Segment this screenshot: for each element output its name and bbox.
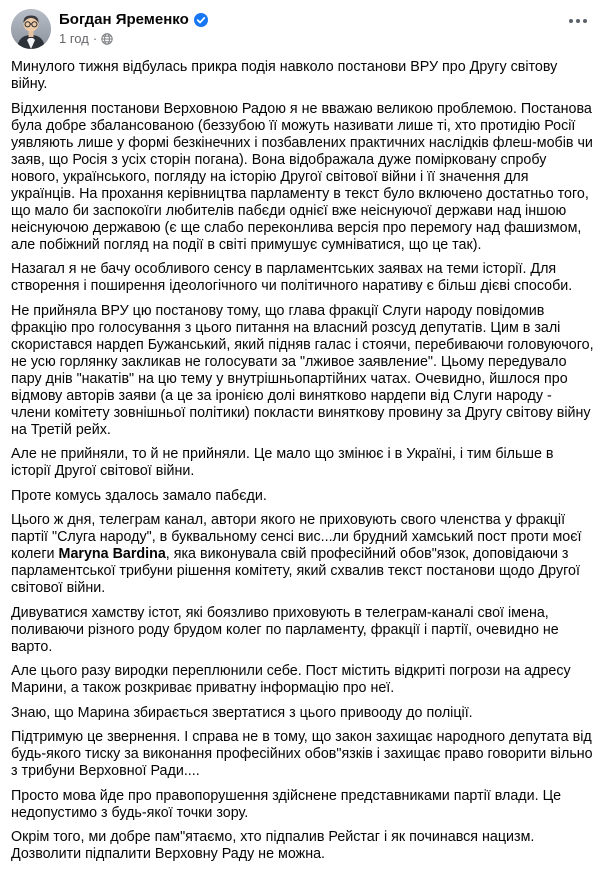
- post-paragraph: Відхилення постанови Верховною Радою я не вважаю великою проблемою. Постанова була добре збалансованою (беззубою її можуть називати лише ті, хто протидію Росії уявляють лише у формі безкінечних і позбавлених практичних наслідків флеш-мобів чи заяв, що Росія з усіх сторін погана). Вона відображала дуже помірковану спробу нового, українського, погляду на історію Другої світової війни і її значення для українців. На прохання керівництва парламенту в текст було включено достатньо того, що мало би заспокоїги любителів пабєди однієї вже неіснуючої держави над іншою неіснуючою державою (є ще слабо переконлива версія про перемогу над фашизмом, але побіжний погляд на події в світі примушує сумніватися, що це так).: [11, 100, 593, 253]
- mention-link[interactable]: Maryna Bardina: [58, 546, 166, 562]
- post-paragraph: Але не прийняли, то й не прийняли. Це мало що змінює і в Україні, і тим більше в історії Другої світової війни.: [11, 446, 554, 479]
- author-name-row: [59, 10, 208, 29]
- mention-text-after: , яка виконувала свій професійний обов"язок, доповідаючи з парламентської трибуни рішення комітету, який схвалив текст постанови щодо Другої світової війни.: [11, 546, 580, 596]
- mention-text-before: Цього ж дня, телеграм канал, автори якого не приховують свого членства у фракції партії "Слуга народу", в буквальному сенсі вис...ли брудний хамський пост проти моєї колеги: [11, 512, 582, 562]
- post-header: [0, 0, 605, 51]
- author-name[interactable]: Богдан Яременко: [59, 11, 189, 28]
- post-paragraph: Назагал я не бачу особливого сенсу в парламентських заявах на теми історії. Для створення і поширення ідеологічного чи політичного наративу є більш дієві способи.: [11, 261, 573, 294]
- post-paragraph: Дивуватися хамству істот, які боязливо приховують в телеграм-каналі свої імена, поливаючи різного роду брудом колег по парламенту, фракції і партії, очевидно не варто.: [11, 604, 559, 655]
- verified-badge-icon: [194, 13, 208, 27]
- post-paragraph: Підтримую це звернення. І справа не в тому, що закон захищає народного депутата від будь-якого тиску за виконання професійних обов"язків і захищає право говорити вільно з трибуни Верховної Ради....: [11, 729, 593, 779]
- header-text: [59, 9, 208, 47]
- meta-separator: ·: [92, 31, 98, 46]
- post-paragraph: Минулого тижня відбулась прикра подія навколо постанови ВРУ про Другу світову війну.: [11, 59, 558, 92]
- post-paragraph: Проте комусь здалось замало пабєди.: [11, 487, 267, 504]
- avatar-photo: [11, 9, 51, 49]
- globe-privacy-icon: [101, 33, 113, 45]
- dot-icon: [583, 19, 587, 23]
- post-paragraph: Окрім того, ми добре пам"ятаємо, хто підпалив Рейстаг і як починався нацизм. Дозволити підпалити Верховну Раду не можна.: [11, 829, 535, 862]
- post-body: [0, 51, 605, 875]
- post-paragraph: Знаю, що Марина збирається звертатися з цього привооду до поліції.: [11, 704, 473, 721]
- avatar[interactable]: [11, 9, 51, 49]
- dot-icon: [569, 19, 573, 23]
- post-paragraph-with-mention: [11, 512, 594, 597]
- post-meta-row: [59, 30, 208, 47]
- post-paragraph: Але цього разу виродки переплюнили себе. Пост містить відкриті погрози на адресу Марини, а також розкриває приватну інформацію про неї.: [11, 663, 571, 696]
- post-paragraph: Не прийняла ВРУ цю постанову тому, що глава фракції Слуги народу повідомив фракцію про голосування з цього питання на власний розсуд депутатів. Цим в залі скористався нардеп Бужанський, який підняв галас і стоячи, перебиваючи головуючого, не усю горлянку закликав не голосувати за "лживое заявление". Цьому передувало пару днів "накатів" на цю тему у внутрішньопартійних чатах. Очевидно, йшлося про відмову авторів заяви (а це за іронією долі винятково нардепи від Слуги народу - члени комітету зовнішньої політики) покласти виняткову провину за Другу світову війну на Третій рейх.: [11, 302, 594, 438]
- post-paragraph: Просто мова йде про правопорушення здійснене представниками партії влади. Це недопустимо з будь-якої точки зору.: [11, 787, 562, 821]
- post-timestamp[interactable]: 1 год: [59, 31, 89, 46]
- dot-icon: [576, 19, 580, 23]
- more-options-button[interactable]: [565, 12, 591, 30]
